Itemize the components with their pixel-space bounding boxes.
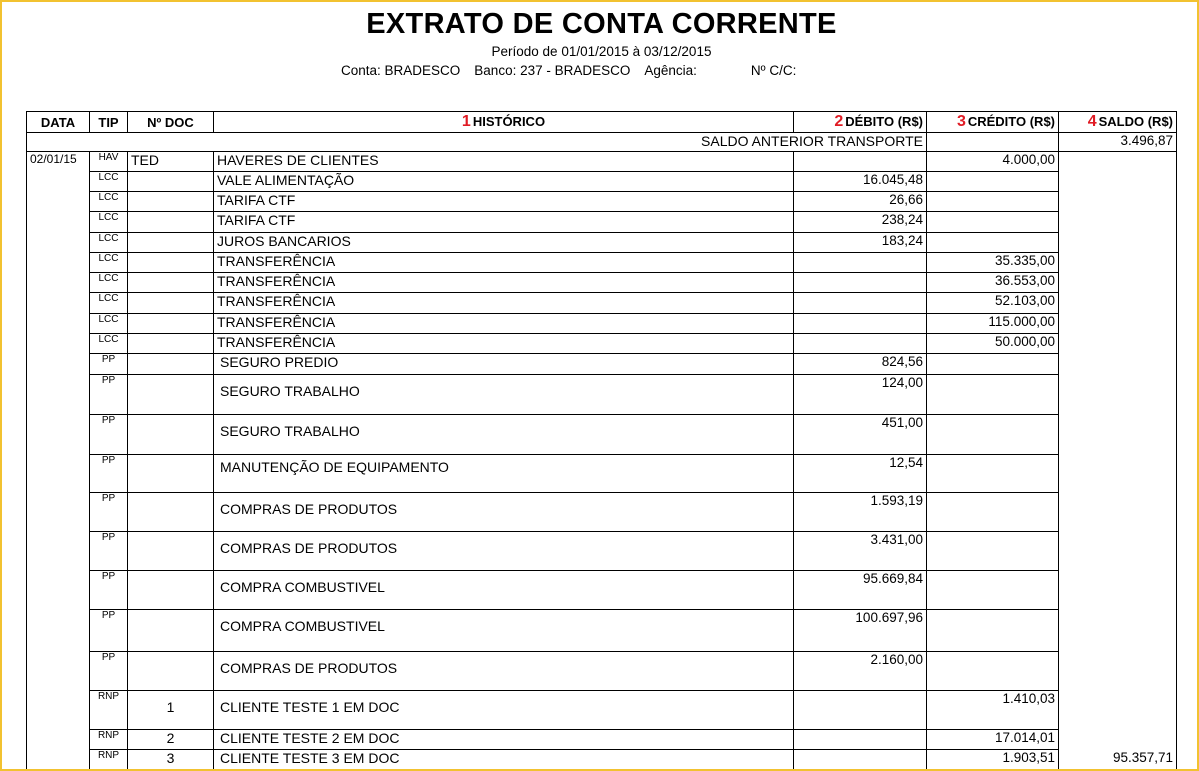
doc-cell bbox=[128, 314, 214, 334]
saldo-cell bbox=[1059, 172, 1177, 192]
credito-cell: 52.103,00 bbox=[927, 293, 1059, 314]
marker-4: 4 bbox=[1087, 113, 1097, 130]
hist-cell: SEGURO PREDIO bbox=[214, 354, 794, 375]
saldo-cell bbox=[1059, 532, 1177, 571]
debito-cell: 16.045,48 bbox=[794, 172, 927, 192]
transport-empty bbox=[927, 133, 1059, 152]
credito-cell bbox=[927, 172, 1059, 192]
hist-cell: COMPRAS DE PRODUTOS bbox=[214, 652, 794, 691]
saldo-cell bbox=[1059, 273, 1177, 293]
saldo-cell: 95.357,71 bbox=[1059, 750, 1177, 770]
table-row bbox=[27, 610, 1177, 652]
table-row bbox=[27, 730, 1177, 750]
hist-cell: TRANSFERÊNCIA bbox=[214, 293, 794, 314]
doc-cell bbox=[128, 273, 214, 293]
credito-cell bbox=[927, 571, 1059, 610]
col-date: DATA bbox=[27, 112, 90, 133]
saldo-cell bbox=[1059, 253, 1177, 273]
doc-cell bbox=[128, 571, 214, 610]
tip-cell: PP bbox=[90, 375, 128, 415]
tip-cell: RNP bbox=[90, 691, 128, 730]
col-historico: 1 HISTÓRICO bbox=[214, 112, 794, 133]
hist-cell: TARIFA CTF bbox=[214, 192, 794, 212]
marker-3: 3 bbox=[956, 113, 966, 130]
tip-cell: LCC bbox=[90, 212, 128, 233]
tip-cell: RNP bbox=[90, 730, 128, 750]
debito-cell: 2.160,00 bbox=[794, 652, 927, 691]
hist-cell: TRANSFERÊNCIA bbox=[214, 334, 794, 354]
credito-cell bbox=[927, 610, 1059, 652]
debito-cell bbox=[794, 334, 927, 354]
doc-cell: 3 bbox=[128, 750, 214, 770]
tip-cell: PP bbox=[90, 610, 128, 652]
table-row bbox=[27, 652, 1177, 691]
tip-cell: LCC bbox=[90, 293, 128, 314]
hist-cell: HAVERES DE CLIENTES bbox=[214, 152, 794, 172]
table-row bbox=[27, 532, 1177, 571]
table-row bbox=[27, 571, 1177, 610]
tip-cell: PP bbox=[90, 455, 128, 493]
hist-cell: COMPRA COMBUSTIVEL bbox=[214, 610, 794, 652]
saldo-cell bbox=[1059, 354, 1177, 375]
tip-cell: LCC bbox=[90, 253, 128, 273]
hist-cell: VALE ALIMENTAÇÃO bbox=[214, 172, 794, 192]
hist-cell: CLIENTE TESTE 2 EM DOC bbox=[214, 730, 794, 750]
debito-cell: 12,54 bbox=[794, 455, 927, 493]
period-text: Período de 01/01/2015 à 03/12/2015 bbox=[491, 44, 712, 59]
credito-cell bbox=[927, 212, 1059, 233]
saldo-cell bbox=[1059, 314, 1177, 334]
credito-cell bbox=[927, 233, 1059, 253]
saldo-cell bbox=[1059, 415, 1177, 455]
saldo-cell bbox=[1059, 293, 1177, 314]
statement-table bbox=[26, 111, 1177, 770]
col-tip: TIP bbox=[90, 112, 128, 133]
table-row bbox=[27, 172, 1177, 192]
debito-cell: 3.431,00 bbox=[794, 532, 927, 571]
hist-cell: JUROS BANCARIOS bbox=[214, 233, 794, 253]
table-row bbox=[27, 354, 1177, 375]
saldo-cell bbox=[1059, 375, 1177, 415]
saldo-cell bbox=[1059, 730, 1177, 750]
table-row bbox=[27, 691, 1177, 730]
credito-cell: 1.410,03 bbox=[927, 691, 1059, 730]
hist-cell: TRANSFERÊNCIA bbox=[214, 314, 794, 334]
credito-cell: 50.000,00 bbox=[927, 334, 1059, 354]
doc-cell bbox=[128, 192, 214, 212]
tip-cell: LCC bbox=[90, 233, 128, 253]
tip-cell: HAV bbox=[90, 152, 128, 172]
hist-cell: CLIENTE TESTE 3 EM DOC bbox=[214, 750, 794, 770]
doc-cell bbox=[128, 375, 214, 415]
credito-cell: 1.903,51 bbox=[927, 750, 1059, 770]
table-row bbox=[27, 334, 1177, 354]
transport-row bbox=[27, 133, 1177, 152]
saldo-cell bbox=[1059, 212, 1177, 233]
account-number-label: Nº C/C: bbox=[750, 63, 797, 78]
hist-cell: COMPRA COMBUSTIVEL bbox=[214, 571, 794, 610]
tip-cell: PP bbox=[90, 532, 128, 571]
debito-cell: 238,24 bbox=[794, 212, 927, 233]
credito-cell bbox=[927, 493, 1059, 532]
debito-cell: 183,24 bbox=[794, 233, 927, 253]
transport-label: SALDO ANTERIOR TRANSPORTE bbox=[27, 133, 927, 152]
doc-cell bbox=[128, 233, 214, 253]
debito-cell bbox=[794, 314, 927, 334]
tip-cell: LCC bbox=[90, 172, 128, 192]
debito-cell: 824,56 bbox=[794, 354, 927, 375]
transport-saldo: 3.496,87 bbox=[1059, 133, 1177, 152]
table-row bbox=[27, 253, 1177, 273]
doc-cell bbox=[128, 212, 214, 233]
debito-cell bbox=[794, 730, 927, 750]
tip-cell: PP bbox=[90, 652, 128, 691]
hist-cell: TRANSFERÊNCIA bbox=[214, 253, 794, 273]
debito-cell: 100.697,96 bbox=[794, 610, 927, 652]
col-doc: Nº DOC bbox=[128, 112, 214, 133]
credito-cell bbox=[927, 192, 1059, 212]
hist-cell: SEGURO TRABALHO bbox=[214, 375, 794, 415]
saldo-cell bbox=[1059, 455, 1177, 493]
hist-cell: COMPRAS DE PRODUTOS bbox=[214, 532, 794, 571]
doc-cell bbox=[128, 415, 214, 455]
credito-cell: 4.000,00 bbox=[927, 152, 1059, 172]
tip-cell: PP bbox=[90, 571, 128, 610]
table-row bbox=[27, 293, 1177, 314]
credito-cell: 115.000,00 bbox=[927, 314, 1059, 334]
doc-cell bbox=[128, 532, 214, 571]
table-row bbox=[27, 212, 1177, 233]
doc-cell bbox=[128, 354, 214, 375]
hist-cell: SEGURO TRABALHO bbox=[214, 415, 794, 455]
tip-cell: PP bbox=[90, 493, 128, 532]
credito-cell bbox=[927, 532, 1059, 571]
debito-cell bbox=[794, 273, 927, 293]
table-row bbox=[27, 314, 1177, 334]
debito-cell bbox=[794, 750, 927, 770]
tip-cell: RNP bbox=[90, 750, 128, 770]
saldo-cell bbox=[1059, 610, 1177, 652]
doc-cell bbox=[128, 455, 214, 493]
saldo-cell bbox=[1059, 493, 1177, 532]
saldo-cell bbox=[1059, 691, 1177, 730]
saldo-cell bbox=[1059, 192, 1177, 212]
hist-cell: TARIFA CTF bbox=[214, 212, 794, 233]
doc-cell bbox=[128, 334, 214, 354]
table-row bbox=[27, 233, 1177, 253]
account-info bbox=[341, 63, 810, 78]
credito-cell bbox=[927, 415, 1059, 455]
col-credito: 3 CRÉDITO (R$) bbox=[927, 112, 1059, 133]
table-row bbox=[27, 750, 1177, 770]
credito-cell bbox=[927, 354, 1059, 375]
tip-cell: LCC bbox=[90, 273, 128, 293]
credito-cell: 17.014,01 bbox=[927, 730, 1059, 750]
marker-1: 1 bbox=[461, 113, 471, 130]
doc-cell bbox=[128, 610, 214, 652]
tip-cell: LCC bbox=[90, 314, 128, 334]
table-header bbox=[27, 112, 1177, 133]
doc-cell bbox=[128, 172, 214, 192]
saldo-cell bbox=[1059, 233, 1177, 253]
credito-cell bbox=[927, 455, 1059, 493]
account-name: Conta: BRADESCO bbox=[341, 63, 461, 78]
doc-cell bbox=[128, 253, 214, 273]
date-cell: 02/01/15 bbox=[27, 152, 90, 770]
saldo-cell bbox=[1059, 571, 1177, 610]
credito-cell bbox=[927, 375, 1059, 415]
bank-name: Banco: 237 - BRADESCO bbox=[474, 63, 631, 78]
doc-cell bbox=[128, 493, 214, 532]
table-row bbox=[27, 192, 1177, 212]
table-row bbox=[27, 273, 1177, 293]
marker-2: 2 bbox=[834, 113, 844, 130]
debito-cell bbox=[794, 253, 927, 273]
table-row bbox=[27, 455, 1177, 493]
doc-cell: 1 bbox=[128, 691, 214, 730]
credito-cell bbox=[927, 652, 1059, 691]
tip-cell: LCC bbox=[90, 192, 128, 212]
tip-cell: LCC bbox=[90, 334, 128, 354]
credito-cell: 36.553,00 bbox=[927, 273, 1059, 293]
debito-cell bbox=[794, 293, 927, 314]
doc-cell: TED bbox=[128, 152, 214, 172]
hist-cell: CLIENTE TESTE 1 EM DOC bbox=[214, 691, 794, 730]
doc-cell bbox=[128, 652, 214, 691]
table-row bbox=[27, 375, 1177, 415]
credito-cell: 35.335,00 bbox=[927, 253, 1059, 273]
debito-cell: 95.669,84 bbox=[794, 571, 927, 610]
debito-cell: 1.593,19 bbox=[794, 493, 927, 532]
document-title: EXTRATO DE CONTA CORRENTE bbox=[366, 8, 837, 40]
debito-cell bbox=[794, 691, 927, 730]
hist-cell: COMPRAS DE PRODUTOS bbox=[214, 493, 794, 532]
saldo-cell bbox=[1059, 152, 1177, 172]
hist-cell: MANUTENÇÃO DE EQUIPAMENTO bbox=[214, 455, 794, 493]
debito-cell bbox=[794, 152, 927, 172]
saldo-cell bbox=[1059, 652, 1177, 691]
table-row bbox=[27, 493, 1177, 532]
agency-label: Agência: bbox=[644, 63, 697, 78]
debito-cell: 124,00 bbox=[794, 375, 927, 415]
doc-cell: 2 bbox=[128, 730, 214, 750]
tip-cell: PP bbox=[90, 415, 128, 455]
col-saldo: 4 SALDO (R$) bbox=[1059, 112, 1177, 133]
hist-cell: TRANSFERÊNCIA bbox=[214, 273, 794, 293]
saldo-cell bbox=[1059, 334, 1177, 354]
debito-cell: 451,00 bbox=[794, 415, 927, 455]
col-debito: 2 DÉBITO (R$) bbox=[794, 112, 927, 133]
table-row bbox=[27, 415, 1177, 455]
doc-cell bbox=[128, 293, 214, 314]
tip-cell: PP bbox=[90, 354, 128, 375]
table-row bbox=[27, 152, 1177, 172]
debito-cell: 26,66 bbox=[794, 192, 927, 212]
